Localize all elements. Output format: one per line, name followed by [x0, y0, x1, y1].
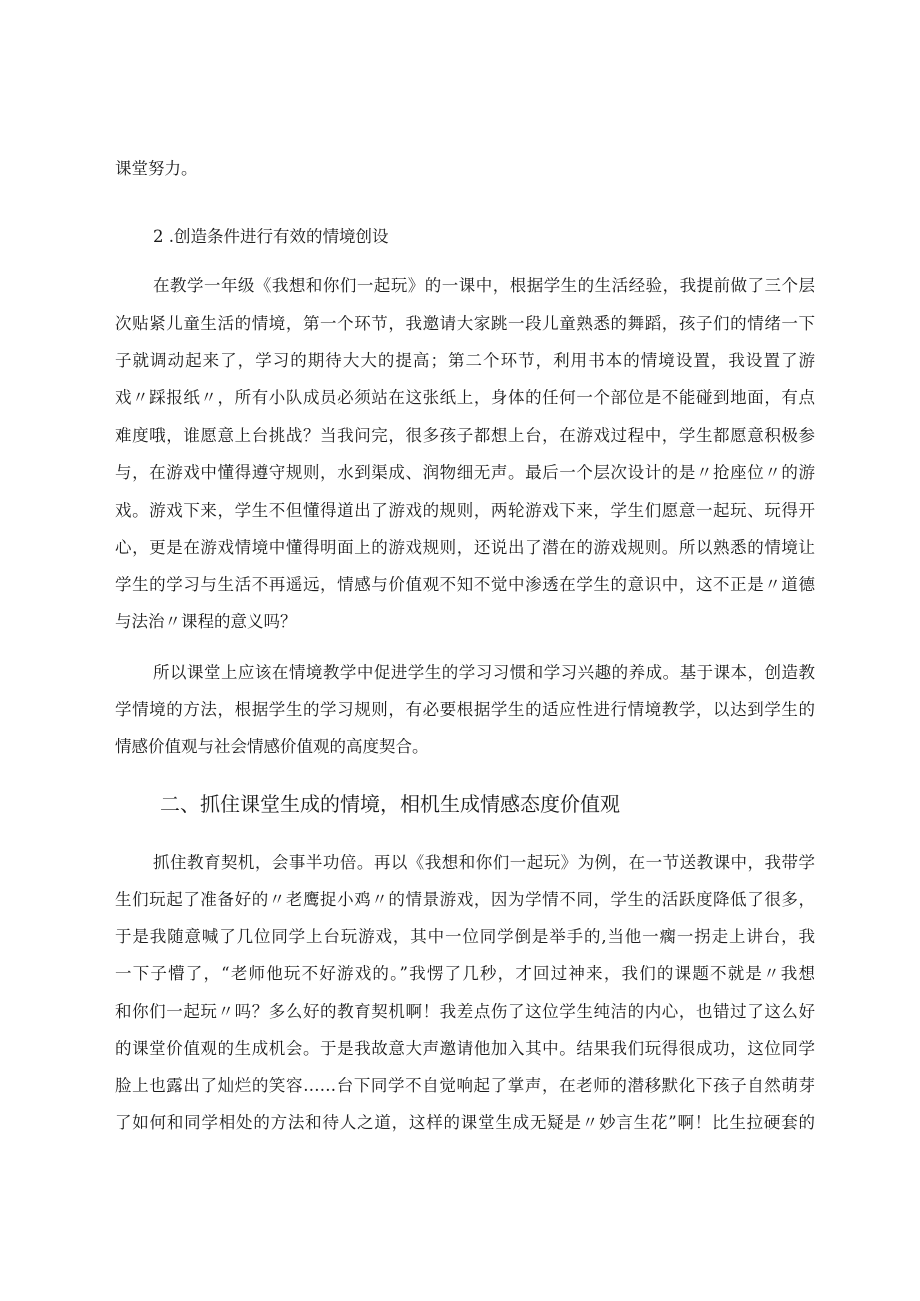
paragraph-2-line: 所以课堂上应该在情境教学中促进学生的学习习惯和学习兴趣的养成。基于课本，创造教: [153, 663, 815, 682]
paragraph-1-line: 戏〃踩报纸〃，所有小队成员必须站在这张纸上，身体的任何一个部位是不能碰到地面，有点: [115, 388, 815, 407]
paragraph-3-line: 的课堂价值观的生成机会。于是我故意大声邀请他加入其中。结果我们玩得很成功，这位同学: [115, 1039, 815, 1058]
paragraph-3-line: 了如何和同学相处的方法和待人之道，这样的课堂生成无疑是〃妙言生花”啊！比生拉硬套的: [115, 1113, 815, 1132]
paragraph-1-line: 子就调动起来了，学习的期待大大的提高；第二个环节，利用书本的情境设置，我设置了游: [115, 351, 815, 370]
paragraph-1-line: 与法治〃课程的意义吗？: [115, 612, 297, 631]
paragraph-3-line: 于是我随意喊了几位同学上台玩游戏，其中一位同学倒是举手的,当他一瘸一拐走上讲台，我: [115, 927, 815, 946]
section-heading-two: 二、抓住课堂生成的情境，相机生成情感态度价值观: [160, 792, 620, 816]
paragraph-2-line: 学情境的方法，根据学生的学习规则，有必要根据学生的适应性进行情境教学，以达到学生的: [115, 700, 815, 719]
paragraph-1-line: 心，更是在游戏情境中懂得明面上的游戏规则，还说出了潜在的游戏规则。所以熟悉的情境让: [115, 538, 815, 557]
top-fragment-text: 课堂努力。: [115, 159, 198, 178]
paragraph-1-line: 与，在游戏中懂得遵守规则，水到渠成、润物细无声。最后一个层次设计的是〃抢座位〃的游: [115, 463, 815, 482]
section-2-heading: 2 .创造条件进行有效的情境创设: [153, 227, 389, 246]
paragraph-3-line: 抓住教育契机，会事半功倍。再以《我想和你们一起玩》为例，在一节送教课中，我带学: [153, 853, 815, 872]
paragraph-3-line: 脸上也露出了灿烂的笑容……台下同学不自觉响起了掌声，在老师的潜移默化下孩子自然萌芽: [115, 1076, 815, 1095]
paragraph-2-line: 情感价值观与社会情感价值观的高度契合。: [115, 737, 429, 756]
paragraph-3-line: 和你们一起玩〃吗？多么好的教育契机啊！我差点伤了这位学生纯洁的内心，也错过了这么好: [115, 1002, 815, 1021]
paragraph-1-line: 学生的学习与生活不再遥远，情感与价值观不知不觉中渗透在学生的意识中，这不正是〃道德: [115, 575, 815, 594]
paragraph-1-line: 在教学一年级《我想和你们一起玩》的一课中，根据学生的生活经验，我提前做了三个层: [153, 276, 815, 295]
paragraph-3-line: 生们玩起了准备好的〃老鹰捉小鸡〃的情景游戏，因为学情不同，学生的活跃度降低了很多，: [115, 890, 815, 909]
paragraph-1-line: 次贴紧儿童生活的情境，第一个环节，我邀请大家跳一段儿童熟悉的舞蹈，孩子们的情绪一下: [115, 314, 815, 333]
paragraph-1-line: 戏。游戏下来，学生不但懂得道出了游戏的规则，两轮游戏下来，学生们愿意一起玩、玩得开: [115, 501, 815, 520]
paragraph-1-line: 难度哦，谁愿意上台挑战？当我问完，很多孩子都想上台，在游戏过程中，学生都愿意积极参: [115, 426, 815, 445]
paragraph-3-line: 一下子懵了，“老师他玩不好游戏的。”我愣了几秒，才回过神来，我们的课题不就是〃我想: [115, 964, 815, 983]
